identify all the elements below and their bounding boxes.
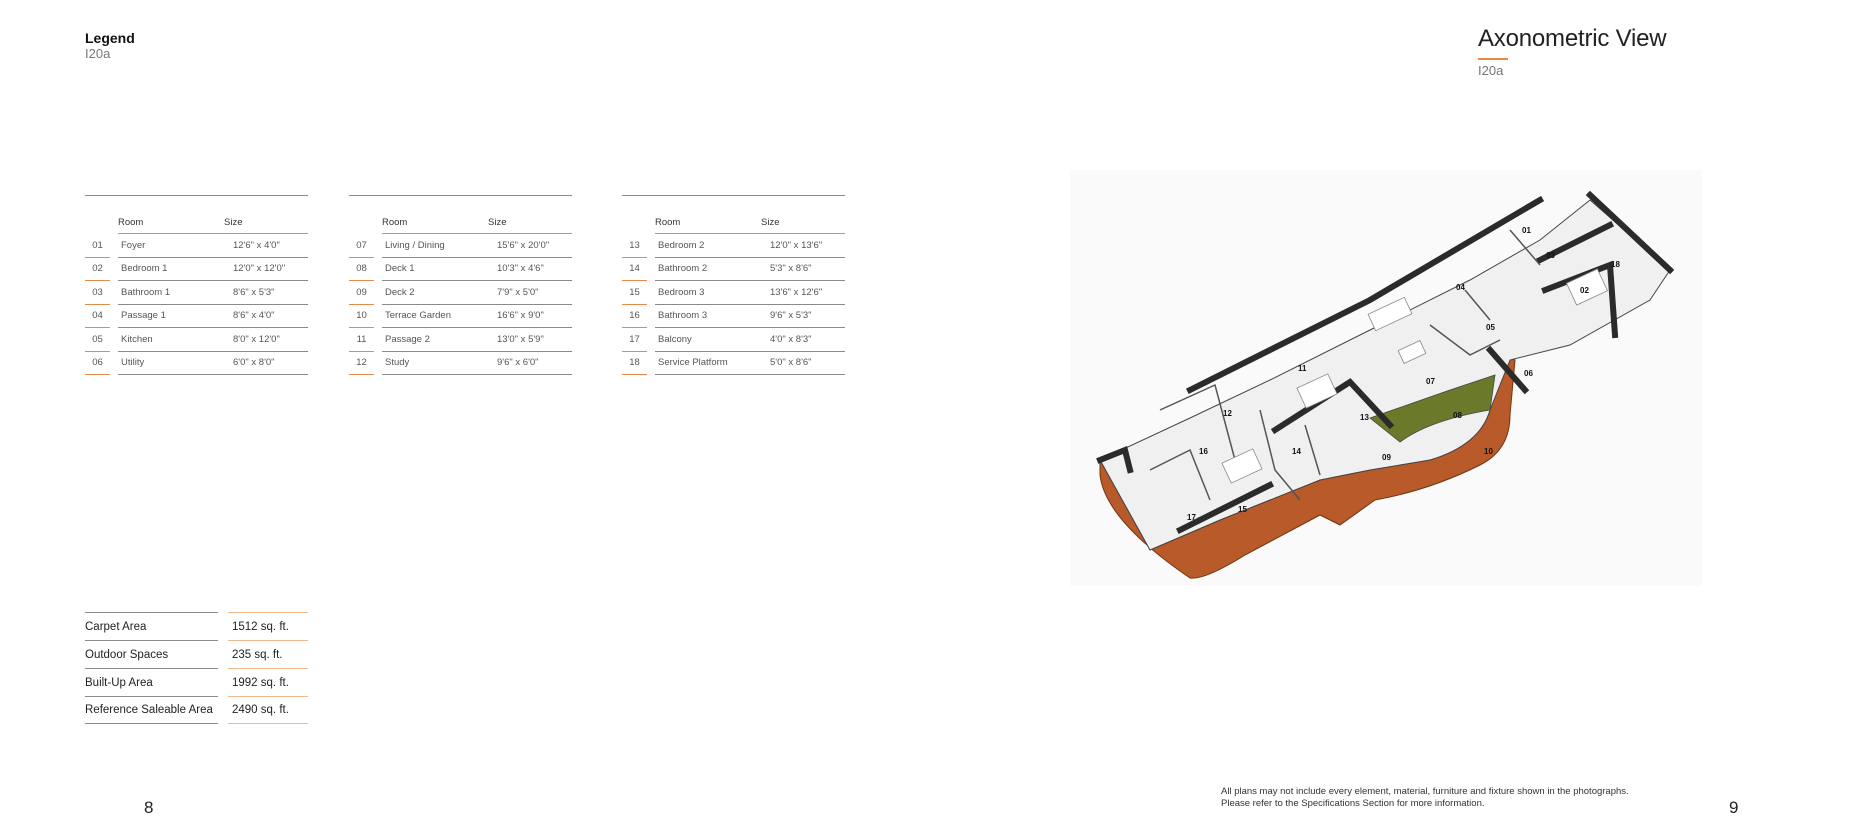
area-label: Outdoor Spaces (85, 640, 218, 668)
area-row (85, 668, 308, 696)
room-name: Study (385, 357, 410, 369)
table-row (349, 352, 572, 376)
table-row (622, 234, 845, 258)
room-number: 14 (622, 258, 647, 282)
room-table-header (118, 196, 308, 234)
room-number: 11 (349, 328, 374, 352)
size-column-header: Size (761, 217, 780, 228)
room-size: 9'6" x 6'0" (497, 357, 539, 369)
room-number: 12 (349, 352, 374, 376)
page-number-right: 9 (1729, 798, 1739, 817)
room-size: 5'0" x 8'6" (770, 357, 812, 369)
disclaimer-line: Please refer to the Specifications Section for more information. (1221, 798, 1485, 809)
room-size: 9'6" x 5'3" (770, 310, 812, 322)
disclaimer (1221, 786, 1629, 810)
table-row (349, 328, 572, 352)
room-table-3 (622, 195, 845, 375)
table-row (85, 305, 308, 329)
room-size: 15'6" x 20'0" (497, 239, 550, 251)
table-row (622, 328, 845, 352)
room-table-header (382, 196, 572, 234)
room-name: Bedroom 3 (658, 286, 705, 298)
room-size: 8'6" x 4'0" (233, 310, 275, 322)
plan-label: 01 (1522, 226, 1531, 235)
room-size: 12'6" x 4'0" (233, 239, 280, 251)
room-number: 07 (349, 234, 374, 258)
room-column-header: Room (118, 217, 144, 228)
room-size: 10'3" x 4'6" (497, 263, 544, 275)
room-number: 06 (85, 352, 110, 376)
room-number: 18 (622, 352, 647, 376)
room-size: 5'3" x 8'6" (770, 263, 812, 275)
area-value: 1992 sq. ft. (228, 668, 308, 696)
table-row (622, 281, 845, 305)
area-label: Reference Saleable Area (85, 696, 218, 724)
room-name: Kitchen (121, 333, 153, 345)
plan-label: 16 (1199, 447, 1208, 456)
plan-label: 04 (1456, 283, 1465, 292)
room-table-1 (85, 195, 308, 375)
room-number: 05 (85, 328, 110, 352)
title-accent-rule (1478, 58, 1508, 60)
legend-header (85, 30, 135, 62)
view-subtitle: I20a (1478, 63, 1504, 78)
table-row (85, 258, 308, 282)
room-number: 15 (622, 281, 647, 305)
plan-label: 10 (1484, 447, 1493, 456)
room-size: 16'6" x 9'0" (497, 310, 544, 322)
room-number: 10 (349, 305, 374, 329)
plan-label: 13 (1360, 413, 1369, 422)
room-name: Bathroom 2 (658, 263, 708, 275)
room-size: 12'0" x 13'6" (770, 239, 823, 251)
room-size: 4'0" x 8'3" (770, 333, 812, 345)
area-label: Carpet Area (85, 612, 218, 640)
room-number: 01 (85, 234, 110, 258)
room-size: 13'6" x 12'6" (770, 286, 823, 298)
size-column-header: Size (488, 217, 507, 228)
legend-title: Legend (85, 30, 135, 46)
room-number: 09 (349, 281, 374, 305)
room-name: Bathroom 3 (658, 310, 708, 322)
area-value: 1512 sq. ft. (228, 612, 308, 640)
axonometric-plan-drawing (1070, 170, 1702, 586)
plan-label: 12 (1223, 409, 1232, 418)
disclaimer-line: All plans may not include every element, material, furniture and fixture shown in the photographs. (1221, 786, 1629, 797)
table-row (349, 305, 572, 329)
plan-label: 18 (1611, 260, 1620, 269)
area-value: 235 sq. ft. (228, 640, 308, 668)
room-column-header: Room (382, 217, 408, 228)
table-row (349, 234, 572, 258)
room-number: 16 (622, 305, 647, 329)
plan-label: 06 (1524, 369, 1533, 378)
legend-subtitle: I20a (85, 46, 111, 61)
room-size: 13'0" x 5'9" (497, 333, 544, 345)
table-row (85, 234, 308, 258)
room-name: Bedroom 1 (121, 263, 168, 275)
room-name: Utility (121, 357, 145, 369)
view-header (1478, 24, 1666, 80)
room-name: Deck 1 (385, 263, 415, 275)
room-number: 02 (85, 258, 110, 282)
table-row (349, 281, 572, 305)
area-row (85, 612, 308, 640)
plan-label: 09 (1382, 453, 1391, 462)
table-row (85, 281, 308, 305)
room-number: 08 (349, 258, 374, 282)
room-size: 7'9" x 5'0" (497, 286, 539, 298)
room-size: 6'0" x 8'0" (233, 357, 275, 369)
room-table-2 (349, 195, 572, 375)
axonometric-plan (1070, 170, 1702, 586)
plan-label: 17 (1187, 513, 1196, 522)
view-title: Axonometric View (1478, 25, 1667, 52)
room-size: 12'0" x 12'0" (233, 263, 286, 275)
room-number: 13 (622, 234, 647, 258)
plan-label: 05 (1486, 323, 1495, 332)
room-table-header (655, 196, 845, 234)
plan-label: 02 (1580, 286, 1589, 295)
room-column-header: Room (655, 217, 681, 228)
area-row (85, 696, 308, 724)
room-size: 8'6" x 5'3" (233, 286, 275, 298)
plan-label: 11 (1298, 364, 1307, 373)
table-row (85, 352, 308, 376)
room-name: Terrace Garden (385, 310, 452, 322)
room-name: Passage 2 (385, 333, 430, 345)
room-number: 03 (85, 281, 110, 305)
room-name: Bedroom 2 (658, 239, 705, 251)
room-name: Living / Dining (385, 239, 445, 251)
table-row (622, 258, 845, 282)
plan-label: 14 (1292, 447, 1301, 456)
room-name: Bathroom 1 (121, 286, 171, 298)
room-name: Passage 1 (121, 310, 166, 322)
size-column-header: Size (224, 217, 243, 228)
page-number-left: 8 (144, 798, 154, 817)
plan-label: 03 (1546, 251, 1555, 260)
area-summary (85, 612, 308, 724)
plan-label: 08 (1453, 411, 1462, 420)
table-row (622, 305, 845, 329)
plan-label: 15 (1238, 505, 1247, 514)
plan-label: 07 (1426, 377, 1435, 386)
area-value: 2490 sq. ft. (228, 696, 308, 724)
room-size: 8'0" x 12'0" (233, 333, 280, 345)
room-name: Service Platform (658, 357, 728, 369)
room-number: 17 (622, 328, 647, 352)
room-name: Deck 2 (385, 286, 415, 298)
table-row (622, 352, 845, 376)
table-row (85, 328, 308, 352)
table-row (349, 258, 572, 282)
room-name: Foyer (121, 239, 146, 251)
room-name: Balcony (658, 333, 692, 345)
area-label: Built-Up Area (85, 668, 218, 696)
room-number: 04 (85, 305, 110, 329)
area-row (85, 640, 308, 668)
